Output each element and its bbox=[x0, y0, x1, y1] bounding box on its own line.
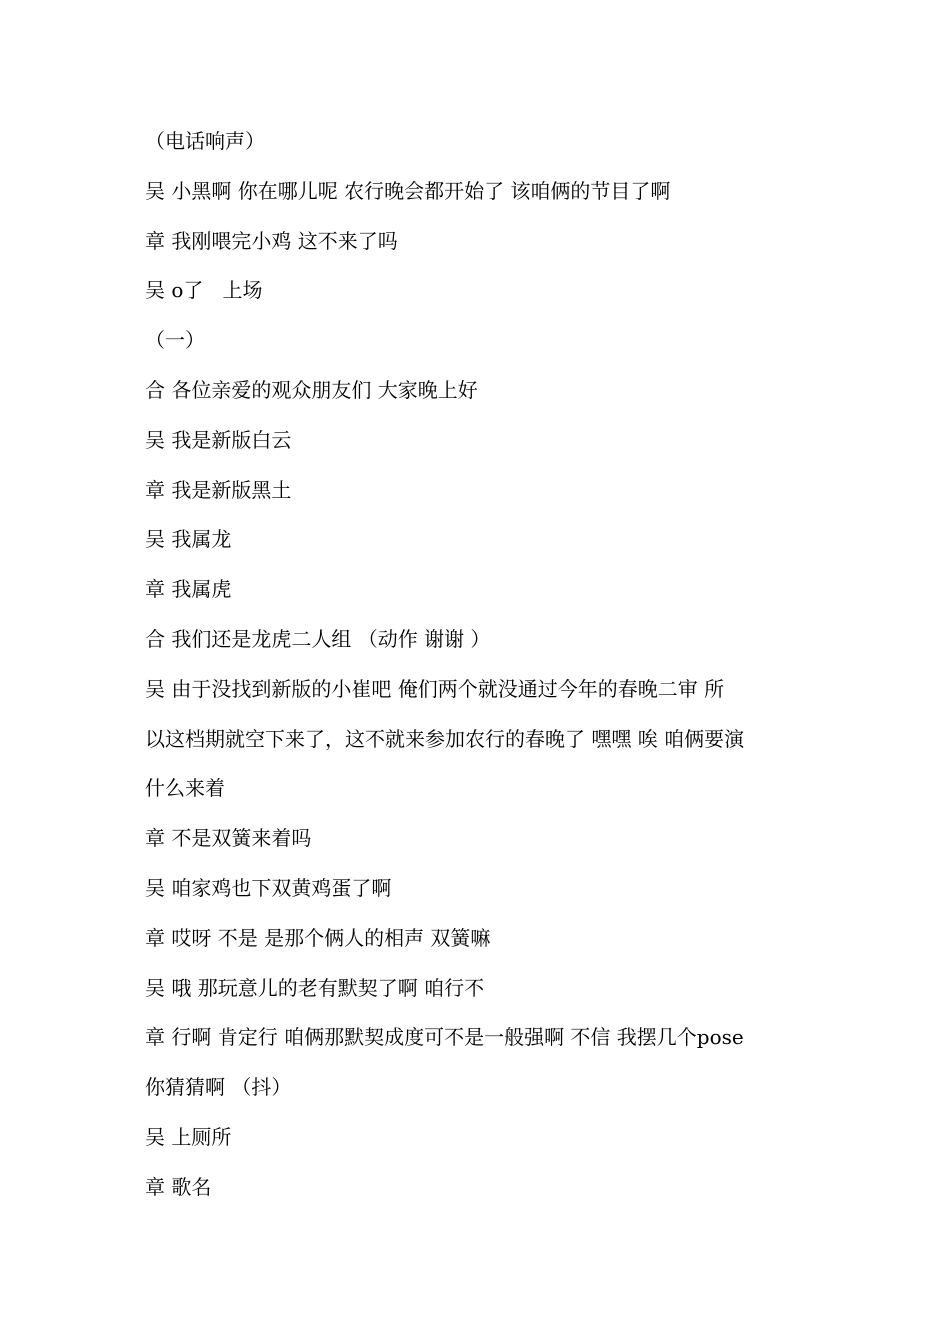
text-line: 吴 我属龙 bbox=[145, 527, 232, 552]
text-line: 合 各位亲爱的观众朋友们 大家晚上好 bbox=[145, 377, 478, 402]
text-line: 吴 上厕所 bbox=[145, 1124, 232, 1149]
text-line: 章 我刚喂完小鸡 这不来了吗 bbox=[145, 228, 398, 253]
text-line: 章 哎呀 不是 是那个俩人的相声 双簧嘛 bbox=[145, 925, 491, 950]
text-line: 章 我属虎 bbox=[145, 577, 232, 602]
text-line: 章 不是双簧来着吗 bbox=[145, 826, 312, 851]
text-line: 什么来着 bbox=[145, 776, 225, 801]
text-line: 你猜猜啊 （抖） bbox=[145, 1075, 292, 1100]
text-line: 吴 o了 上场 bbox=[145, 278, 263, 303]
text-line: 吴 小黑啊 你在哪儿呢 农行晚会都开始了 该咱俩的节目了啊 bbox=[145, 178, 671, 203]
text-line: （电话响声） bbox=[145, 129, 265, 153]
text-line: 章 行啊 肯定行 咱俩那默契成度可不是一般强啊 不信 我摆几个pose bbox=[145, 1025, 744, 1050]
text-line: 吴 我是新版白云 bbox=[145, 427, 292, 452]
text-line: 吴 哦 那玩意儿的老有默契了啊 咱行不 bbox=[145, 975, 485, 1000]
text-line: 合 我们还是龙虎二人组 （动作 谢谢 ） bbox=[145, 626, 491, 651]
text-line: 章 歌名 bbox=[145, 1174, 212, 1199]
text-line: 章 我是新版黑土 bbox=[145, 477, 292, 502]
text-line: （一） bbox=[145, 328, 205, 353]
text-line: 吴 由于没找到新版的小崔吧 俺们两个就没通过今年的春晚二审 所 bbox=[145, 676, 725, 701]
document-body bbox=[145, 117, 810, 1213]
text-line: 吴 咱家鸡也下双黄鸡蛋了啊 bbox=[145, 875, 392, 900]
text-line: 以这档期就空下来了，这不就来参加农行的春晚了 嘿嘿 唉 咱俩要演 bbox=[145, 726, 745, 751]
